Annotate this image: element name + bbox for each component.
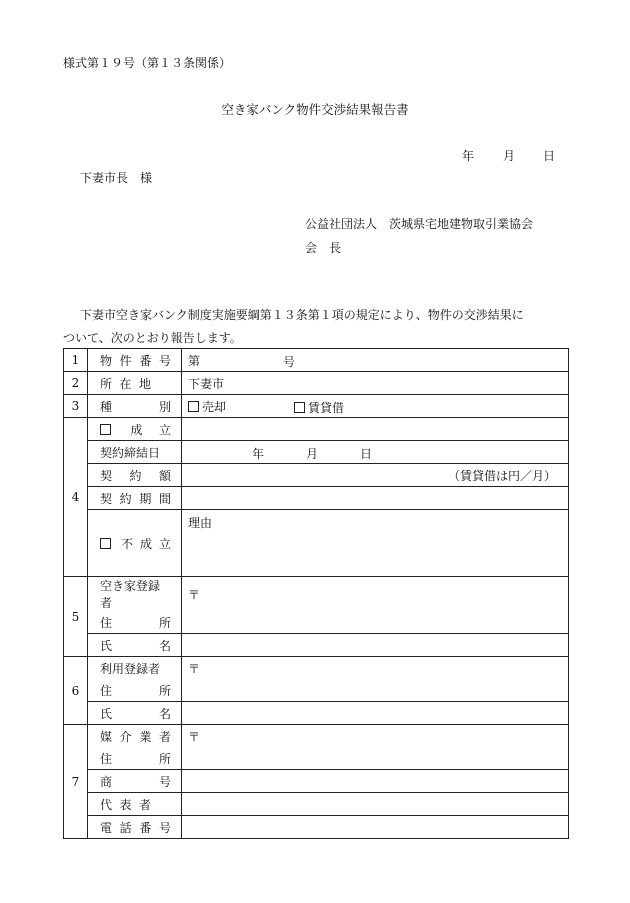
label-property-number [88, 349, 182, 372]
label-user-name [88, 702, 182, 725]
table-row [64, 487, 569, 510]
label-broker [88, 725, 182, 748]
form-number: 様式第１９号（第１３条関係） [63, 56, 232, 70]
table-row [64, 657, 569, 680]
table-row [64, 577, 569, 612]
label-char: 媒 [100, 729, 113, 744]
contract-date-year: 年 [252, 447, 265, 461]
broker-address-field[interactable] [182, 747, 569, 770]
table-row [64, 747, 569, 770]
date-day-label: 日 [543, 149, 556, 163]
label-char: 約 [129, 468, 142, 483]
label-char: 額 [158, 468, 171, 483]
label-char: 成 [139, 536, 152, 551]
table-row [64, 349, 569, 372]
label-type [88, 395, 182, 418]
label-vacant-registrant [88, 577, 182, 612]
label-char: 商 [100, 774, 113, 789]
checkbox-square-icon [294, 402, 305, 413]
label-char: 話 [119, 820, 132, 835]
property-number-field[interactable] [182, 349, 569, 372]
label-char: 氏 [100, 638, 113, 653]
label-char: 立 [158, 422, 171, 437]
intro-text-line-2: ついて、次のとおり報告します。 [63, 331, 242, 345]
trade-name-field[interactable] [182, 770, 569, 793]
addressee: 下妻市長 様 [80, 171, 153, 185]
label-char: 成 [130, 422, 143, 437]
table-row [64, 770, 569, 793]
label-char: 名 [158, 706, 171, 721]
table-row [64, 372, 569, 395]
label-char: 約 [119, 491, 132, 506]
label-char: 不 [120, 536, 133, 551]
label-location [88, 372, 182, 395]
contract-date-day: 日 [360, 447, 373, 461]
label-char: 番 [139, 820, 152, 835]
label-trade-name [88, 770, 182, 793]
table-row [64, 611, 569, 634]
label-char: 住 [100, 751, 113, 766]
label-char: 番 [139, 353, 152, 368]
label-char: 者 [158, 729, 171, 744]
date-month-label: 月 [503, 149, 516, 163]
vacant-registrant-postal-field[interactable] [182, 577, 569, 612]
label-user-address [88, 679, 182, 702]
contract-amount-field[interactable] [182, 464, 569, 487]
document-title: 空き家バンク物件交渉結果報告書 [221, 102, 409, 117]
checkbox-sale[interactable] [188, 400, 226, 414]
date-year-label: 年 [462, 149, 475, 163]
broker-postal-field[interactable] [182, 725, 569, 748]
row-number: 5 [64, 577, 88, 657]
user-registrant-label: 利用登録者 [100, 661, 161, 676]
label-char: 別 [158, 399, 171, 414]
label-char: 種 [100, 399, 113, 414]
postal-mark: 〒 [188, 587, 201, 602]
label-char: 件 [119, 353, 132, 368]
user-registrant-name-field[interactable] [182, 702, 569, 725]
label-char: 表 [119, 797, 132, 812]
property-number-suffix: 号 [283, 355, 296, 369]
checkbox-fail[interactable] [88, 510, 182, 577]
label-phone [88, 816, 182, 839]
row-number: 6 [64, 657, 88, 725]
label-char: 所 [158, 615, 171, 630]
label-char: 期 [139, 491, 152, 506]
label-char: 号 [158, 353, 171, 368]
table-row [64, 793, 569, 816]
location-field[interactable] [182, 372, 569, 395]
label-char: 契 [100, 468, 113, 483]
label-char: 所 [158, 751, 171, 766]
checkbox-square-icon [100, 424, 111, 435]
label-char: 住 [100, 683, 113, 698]
row-number: 3 [64, 395, 88, 418]
table-row [64, 679, 569, 702]
sender-title: 会 長 [305, 241, 342, 255]
postal-mark: 〒 [188, 661, 201, 676]
label-char: 号 [158, 820, 171, 835]
contract-amount-note: （賃貸借は円／月） [447, 468, 556, 483]
label-char: 在 [119, 376, 132, 391]
label-char: 立 [158, 536, 171, 551]
label-contract-period [88, 487, 182, 510]
label-char: 名 [158, 638, 171, 653]
label-char: 所 [158, 683, 171, 698]
contract-date-label: 契約締結日 [100, 445, 161, 460]
reason-label: 理由 [188, 516, 213, 530]
vacant-registrant-name-field[interactable] [182, 634, 569, 657]
contract-date-month: 月 [306, 447, 319, 461]
label-char: 氏 [100, 706, 113, 721]
representative-field[interactable] [182, 793, 569, 816]
table-row [64, 725, 569, 748]
sender-organization: 公益社団法人 茨城県宅地建物取引業協会 [305, 217, 534, 231]
type-field [182, 395, 569, 418]
property-number-prefix: 第 [188, 353, 201, 368]
label-char: 介 [119, 729, 132, 744]
table-row [64, 441, 569, 464]
checkbox-square-icon [188, 401, 199, 412]
reason-field[interactable] [182, 510, 569, 577]
user-registrant-postal-field[interactable] [182, 657, 569, 680]
label-char: 電 [100, 820, 113, 835]
label-char: 間 [158, 491, 171, 506]
table-row [64, 702, 569, 725]
label-char: 所 [100, 376, 113, 391]
user-registrant-address-field[interactable] [182, 679, 569, 702]
vacant-registrant-address-field[interactable] [182, 611, 569, 634]
label-char: 地 [138, 376, 151, 391]
label-vacant-name [88, 634, 182, 657]
label-char: 代 [100, 797, 113, 812]
table-row [64, 464, 569, 487]
label-char: 物 [100, 353, 113, 368]
intro-text-line-1: 下妻市空き家バンク制度実施要綱第１３条第１項の規定により、物件の交渉結果に [80, 308, 524, 322]
label-char: 者 [138, 797, 151, 812]
table-row [64, 395, 569, 418]
contract-period-field[interactable] [182, 487, 569, 510]
label-char: 業 [139, 729, 152, 744]
table-row [64, 418, 569, 441]
label-char: 号 [158, 774, 171, 789]
label-user-registrant [88, 657, 182, 680]
vacant-registrant-label: 空き家登録者 [100, 579, 161, 610]
row-number: 2 [64, 372, 88, 395]
label-char: 契 [100, 491, 113, 506]
label-contract-date [88, 441, 182, 464]
option-lease-label: 賃貸借 [308, 401, 345, 415]
success-field[interactable] [182, 418, 569, 441]
label-char: 住 [100, 615, 113, 630]
location-value: 下妻市 [188, 376, 225, 391]
report-table [63, 348, 569, 839]
postal-mark: 〒 [188, 729, 201, 744]
table-row [64, 634, 569, 657]
label-representative [88, 793, 182, 816]
label-vacant-address [88, 611, 182, 634]
label-contract-amount [88, 464, 182, 487]
row-number: 1 [64, 349, 88, 372]
table-row [64, 816, 569, 839]
row-number: 4 [64, 418, 88, 577]
contract-date-field[interactable] [182, 441, 569, 464]
row-number: 7 [64, 725, 88, 839]
phone-field[interactable] [182, 816, 569, 839]
checkbox-lease[interactable] [294, 399, 344, 416]
label-broker-address [88, 747, 182, 770]
checkbox-square-icon [100, 538, 111, 549]
option-sale-label: 売却 [202, 399, 227, 414]
checkbox-success[interactable] [88, 418, 182, 441]
table-row [64, 510, 569, 577]
